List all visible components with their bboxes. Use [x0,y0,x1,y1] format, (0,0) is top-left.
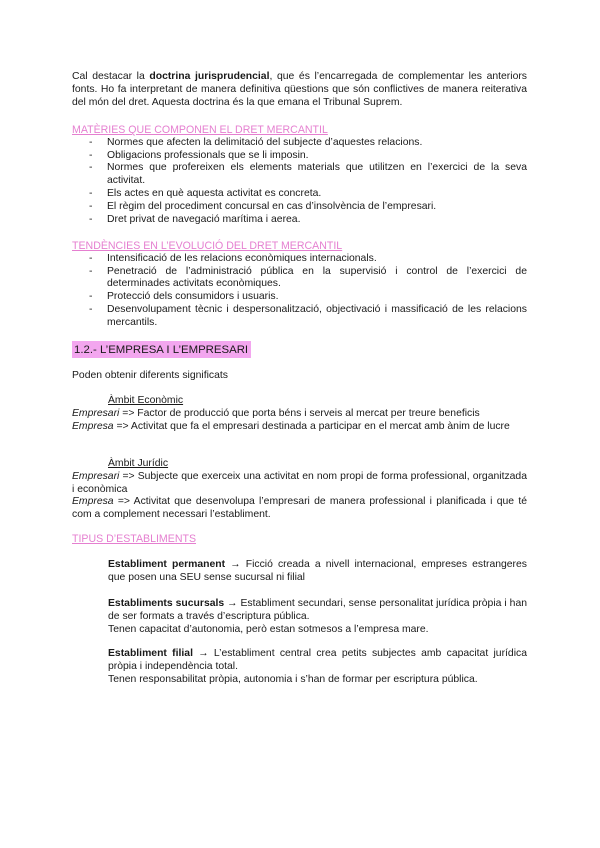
establiment-filial: Establiment filial → L’establiment central crea petits subjectes amb capacitat jurídica pròpia i independència total. Tenen responsabilitat pròpia, autonomia i s’han de formar per escriptura pública. [108,648,527,685]
establiment-permanent: Establiment permanent → Ficció creada a nivell internacional, empreses estrangeres que posen una SEU sense sucursal ni filial [108,559,527,583]
section-heading-block [72,341,527,358]
section-intro-text: Poden obtenir diferents significats [72,370,228,381]
juridic-empresari-line: Empresari => Subjecte que exerceix una activitat en nom propi de forma professional, organitzada i econòmica [72,470,527,495]
filial-extra: Tenen responsabilitat pròpia, autonomia i s’han de formar per escriptura pública. [108,673,478,685]
permanent-title: Establiment permanent [108,559,226,570]
ambit-economic [72,395,527,433]
tendencies-list [72,253,527,330]
ambit-juridic [72,458,527,522]
list-item: - Normes que profereixen els elements materials que utilitzen en l’exercici de la seva activitat. [72,162,527,188]
materies-section [72,124,527,226]
list-item: - Intensificació de les relacions econòmiques internacionals. [72,253,527,266]
list-item: - Obligacions professionals que se li imposin. [72,150,527,163]
list-item: - Protecció dels consumidors i usuaris. [72,291,527,304]
establiments-sucursals: Establiments sucursals → Establiment secundari, sense personalitat jurídica pròpia i han de ser formats a través d’escriptura pública. Tenen capacitat d’autonomia, però estan sotmesos a l’empresa mare. [108,598,528,635]
list-item: - Desenvolupament tècnic i despersonalització, objectivació i massificació de les relacions mercantils. [72,304,527,330]
ambit-juridic-title: Àmbit Jurídic [108,458,169,469]
juridic-empresa-line: Empresa => Activitat que desenvolupa l’empresari de manera professional i planificada i que té com a complement necessari l’establiment. [72,496,527,521]
list-item: - Normes que afecten la delimitació del subjecte d’aquestes relacions. [72,137,527,150]
list-item: - El règim del procediment concursal en cas d’insolvència de l’empresari. [72,201,527,214]
intro-paragraph [72,71,527,109]
intro-bold-term: doctrina jurisprudencial [149,71,270,82]
tendencies-heading[interactable]: TENDÈNCIES EN L’EVOLUCIÓ DEL DRET MERCANTIL [72,240,343,252]
filial-title: Establiment filial [108,648,193,659]
intro-text-start: Cal destacar la [72,71,150,82]
section-intro [72,370,527,383]
tendencies-section [72,240,527,330]
materies-list [72,137,527,227]
sucursals-title: Establiments sucursals [108,598,225,609]
materies-heading[interactable]: MATÈRIES QUE COMPONEN EL DRET MERCANTIL [72,124,328,136]
sucursals-extra: Tenen capacitat d’autonomia, però estan sotmesos a l’empresa mare. [108,623,429,635]
section-heading: 1.2.- L’EMPRESA I L’EMPRESARI [72,341,251,358]
tipus-heading-block [72,533,527,546]
economic-empresari-line: Empresari => Factor de producció que porta béns i serveis al mercat per treure beneficis [72,407,480,419]
ambit-economic-title: Àmbit Econòmic [108,395,184,406]
tipus-heading[interactable]: TIPUS D’ESTABLIMENTS [72,533,197,545]
list-item: - Els actes en què aquesta activitat es concreta. [72,188,527,201]
list-item: - Penetració de l’administració pública en la supervisió i control de l’exercici de determinades activitats econòmiques. [72,266,527,292]
intro-text-end: , que és l’encarregada de complementar les anteriors fonts. Ho fa interpretant de manera definitiva qüestions que són conflictives de manera reiterativa del món del dret. Aquesta doctrina és la que emana el Tribunal Suprem. [72,71,527,108]
economic-empresa-line: Empresa => Activitat que fa el empresari destinada a participar en el mercat amb ànim de lucre [72,420,510,432]
list-item: - Dret privat de navegació marítima i aerea. [72,214,527,227]
